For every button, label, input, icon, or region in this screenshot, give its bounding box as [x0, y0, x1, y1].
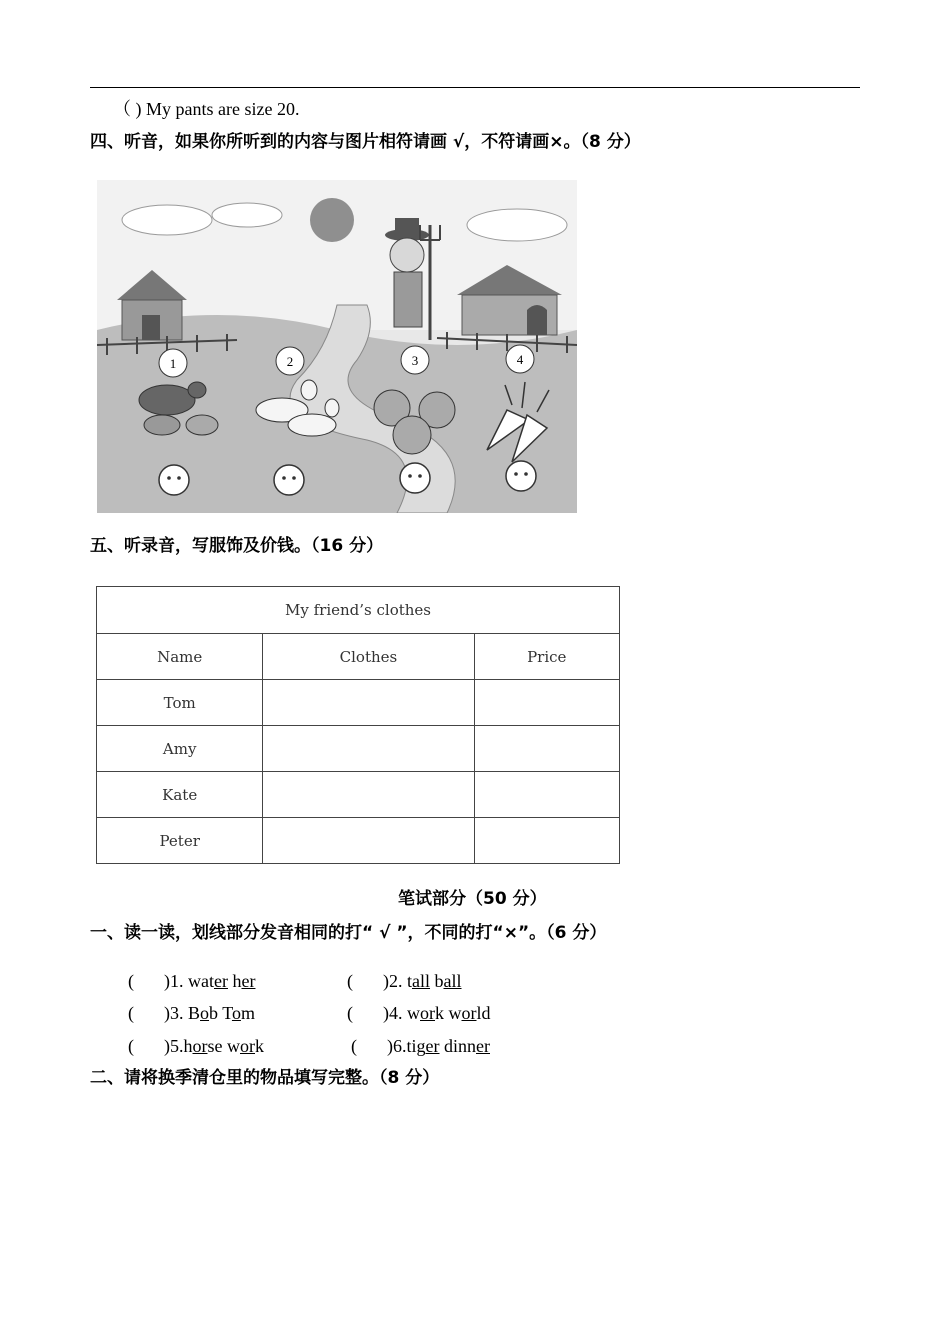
answer-face-1-icon	[159, 465, 189, 495]
pronunciation-item-6: ( )6.tiger dinner	[351, 1036, 490, 1056]
clothes-answer-cell[interactable]	[263, 726, 474, 772]
answer-paren: （ )	[113, 99, 142, 119]
price-answer-cell[interactable]	[474, 726, 620, 772]
written-q2-heading: 二、请将换季清仓里的物品填写完整。（8 分）	[90, 1068, 440, 1088]
written-q1-heading: 一、读一读，划线部分发音相同的打“ √ ”，不同的打“×”。（6 分）	[90, 923, 607, 943]
open-paren: (	[347, 971, 353, 991]
table-caption: My friend’s clothes	[97, 587, 620, 634]
header-price: Price	[474, 634, 620, 680]
pronunciation-item-5: ( )5.horse work	[128, 1036, 264, 1056]
clothes-answer-cell[interactable]	[263, 680, 474, 726]
section-4-heading: 四、听音，如果你所听到的内容与图片相符请画 √，不符请画×。（8 分）	[90, 132, 641, 152]
row-name: Kate	[97, 772, 263, 818]
price-answer-cell[interactable]	[474, 680, 620, 726]
answer-face-2-icon	[274, 465, 304, 495]
pronunciation-item-4: ( )4. work world	[347, 1003, 491, 1023]
marker-1-label: 1	[169, 356, 177, 371]
answer-face-3-icon	[400, 463, 430, 493]
row-name: Tom	[97, 680, 263, 726]
open-paren: (	[128, 1036, 134, 1056]
open-paren: (	[128, 971, 134, 991]
farm-scene-illustration	[97, 180, 577, 513]
table-row	[97, 680, 620, 726]
row-name: Peter	[97, 818, 263, 864]
header-clothes: Clothes	[263, 634, 474, 680]
header-name: Name	[97, 634, 263, 680]
price-answer-cell[interactable]	[474, 818, 620, 864]
table-row	[97, 772, 620, 818]
pronunciation-item-3: ( )3. Bob Tom	[128, 1003, 255, 1023]
open-paren: (	[347, 1003, 353, 1023]
table-row	[97, 818, 620, 864]
clothes-answer-cell[interactable]	[263, 818, 474, 864]
written-part-title: 笔试部分（50 分）	[398, 889, 547, 909]
table-row	[97, 726, 620, 772]
clothes-price-table	[96, 586, 620, 864]
question-text: My pants are size 20.	[146, 99, 300, 119]
section-5-heading: 五、听录音，写服饰及价钱。（16 分）	[90, 536, 384, 556]
marker-3-label: 3	[411, 353, 419, 368]
open-paren: (	[128, 1003, 134, 1023]
price-answer-cell[interactable]	[474, 772, 620, 818]
row-name: Amy	[97, 726, 263, 772]
sun-icon	[310, 198, 354, 242]
pronunciation-item-1: ( )1. water her	[128, 971, 256, 991]
marker-4-label: 4	[516, 352, 524, 367]
header-rule	[90, 87, 860, 88]
marker-2-label: 2	[286, 354, 294, 369]
size-question	[113, 98, 299, 120]
pronunciation-item-2: ( )2. tall ball	[347, 971, 462, 991]
open-paren: (	[351, 1036, 357, 1056]
clothes-answer-cell[interactable]	[263, 772, 474, 818]
answer-face-4-icon	[506, 461, 536, 491]
